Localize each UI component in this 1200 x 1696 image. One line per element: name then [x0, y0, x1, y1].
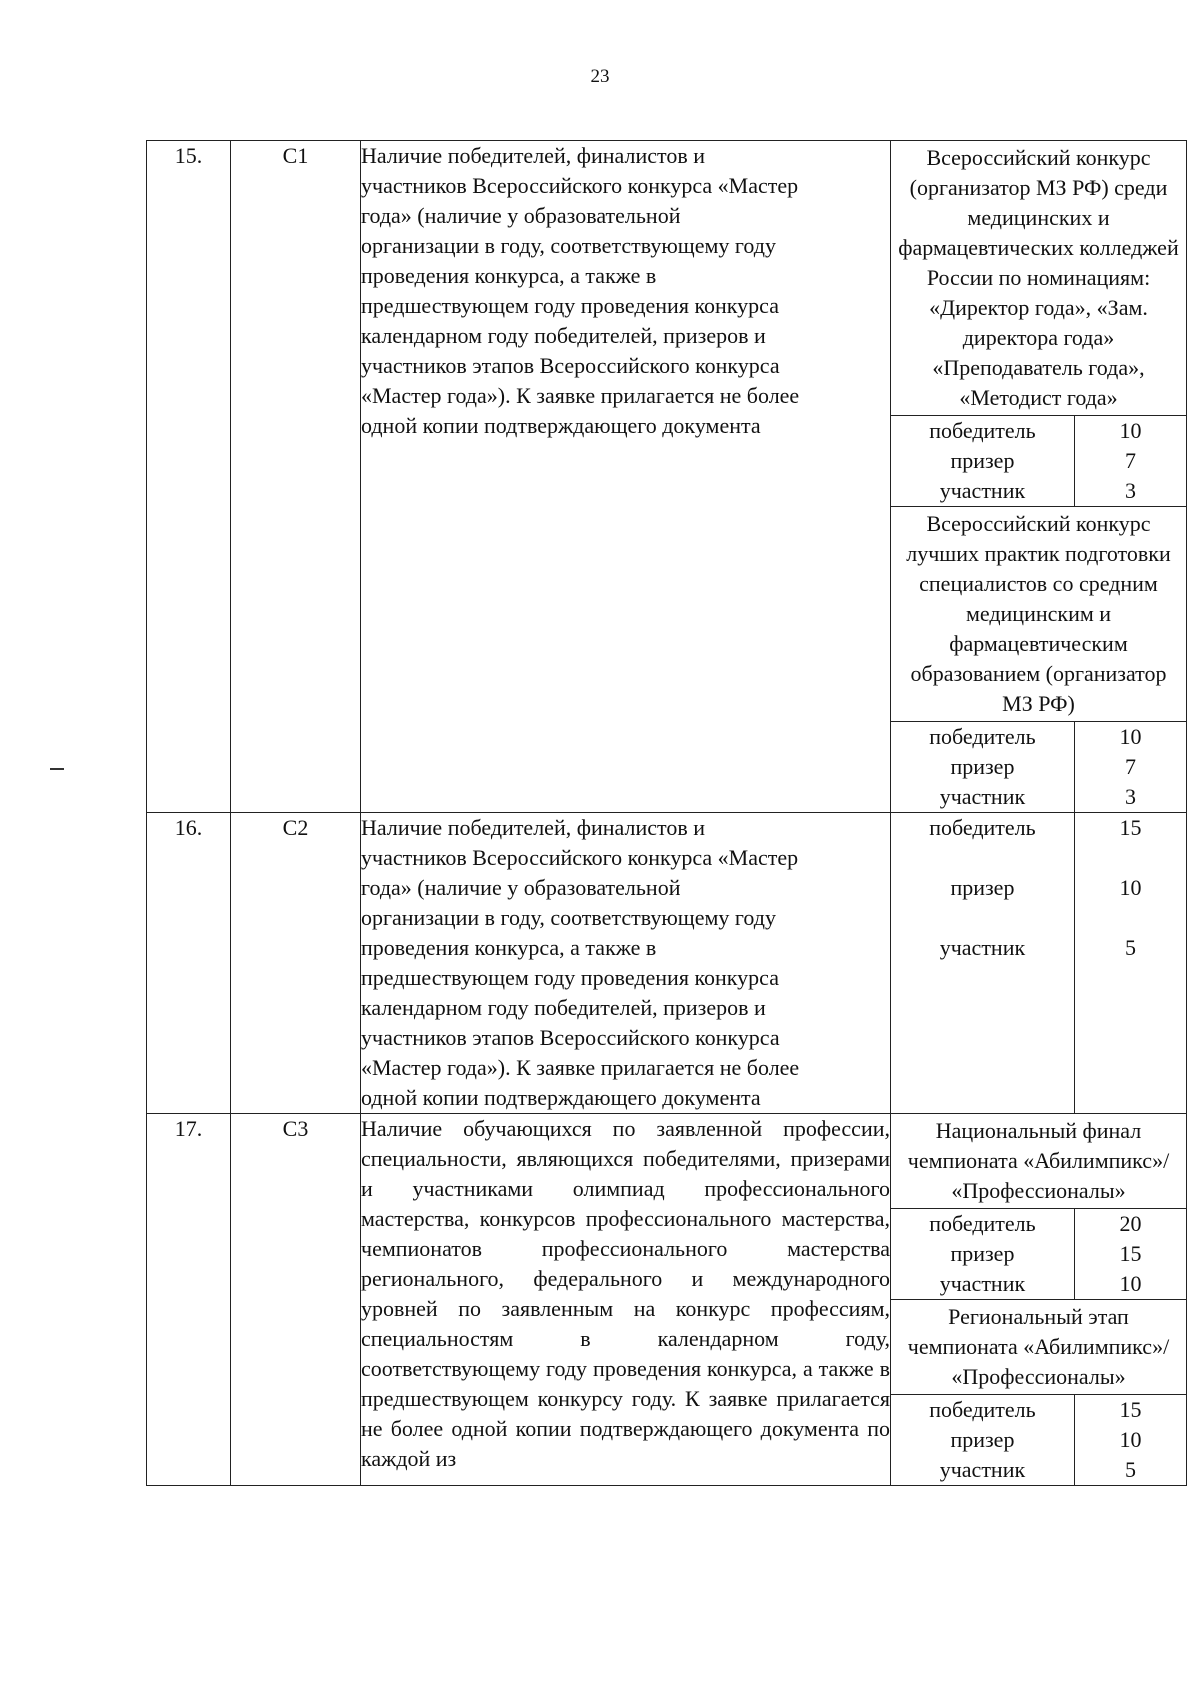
criteria-block-title: Всероссийский конкурс (организатор МЗ РФ) среди медицинских и фармацевтических колледжей России по номинациям: «Директор года», «Зам. директора года» «Преподаватель года», «Методист года» — [891, 141, 1186, 416]
row-number: 15. — [147, 141, 231, 813]
score-label: участник — [891, 782, 1074, 812]
score-label: победитель — [891, 722, 1074, 752]
table-row — [147, 141, 1187, 813]
score-value: 10 — [1119, 724, 1142, 749]
score-label: призер — [891, 1425, 1074, 1455]
score-label: призер — [891, 1239, 1074, 1269]
row-number: 17. — [147, 1114, 231, 1486]
description-text: Наличие обучающихся по заявленной профессии, специальности, являющихся победителями, призерами и участниками олимпиад профессионального мастерства, конкурсов профессионального мастерства, чемпионатов профессионального мастерства регионального, федерального и международного уровней по заявленным на конкурс профессиям, специальностям в календарном году, соответствующему году проведения конкурса, а также в предшествующем конкурсу году. К заявке прилагается не более одной копии подтверждающего документа по каждой из — [361, 1116, 890, 1471]
score-table — [891, 722, 1186, 812]
score-value: 3 — [1124, 784, 1136, 809]
score-label: победитель — [891, 1209, 1074, 1239]
row-code: С1 — [231, 141, 361, 813]
margin-mark — [50, 768, 64, 770]
score-value: 10 — [1119, 418, 1142, 443]
criteria-cell — [891, 1114, 1187, 1486]
score-table — [891, 416, 1186, 507]
score-label: участник — [891, 933, 1074, 1113]
score-value: 15 — [1119, 1397, 1142, 1422]
score-value: 7 — [1124, 754, 1136, 779]
score-label: победитель — [891, 416, 1074, 446]
score-label: победитель — [891, 1395, 1074, 1425]
score-value: 7 — [1124, 448, 1136, 473]
table-row — [147, 1114, 1187, 1486]
criteria-block-title: Национальный финал чемпионата «Абилимпикс»/ «Профессионалы» — [891, 1114, 1186, 1209]
description-text: Наличие победителей, финалистов и участников Всероссийского конкурса «Мастер года» (наличие у образовательной организации в году, соответствующему году проведения конкурса, а также в предшествующем году проведения конкурса календарном году победителей, призеров и участников этапов Всероссийского конкурса «Мастер года»). К заявке прилагается не более одной копии подтверждающего документа — [361, 815, 800, 1110]
row-number: 16. — [147, 813, 231, 1114]
criteria-block-title: Всероссийский конкурс лучших практик подготовки специалистов со средним медицинским и фармацевтическим образованием (организатор МЗ РФ) — [891, 507, 1186, 722]
score-label: призер — [891, 446, 1074, 476]
score-value: 15 — [1119, 1241, 1142, 1266]
row-description — [361, 813, 891, 1114]
row-code: С3 — [231, 1114, 361, 1486]
score-table — [891, 1395, 1186, 1485]
score-value: 20 — [1119, 1211, 1142, 1236]
criteria-table — [146, 140, 1187, 1486]
table-row — [147, 813, 1187, 1114]
score-label: призер — [891, 752, 1074, 782]
criteria-block-title: Региональный этап чемпионата «Абилимпикс»/ «Профессионалы» — [891, 1300, 1186, 1395]
score-label: призер — [891, 873, 1074, 933]
criteria-cell — [891, 813, 1187, 1114]
score-value: 5 — [1124, 935, 1136, 960]
score-value: 3 — [1074, 476, 1186, 507]
score-table — [891, 1209, 1186, 1300]
row-description — [361, 1114, 891, 1486]
row-description — [361, 141, 891, 813]
score-label: участник — [891, 476, 1074, 507]
score-label: участник — [891, 1455, 1074, 1485]
criteria-cell — [891, 141, 1187, 813]
score-value: 15 — [1119, 815, 1142, 840]
description-text: Наличие победителей, финалистов и участников Всероссийского конкурса «Мастер года» (наличие у образовательной организации в году, соответствующему году проведения конкурса, а также в предшествующем году проведения конкурса календарном году победителей, призеров и участников этапов Всероссийского конкурса «Мастер года»). К заявке прилагается не более одной копии подтверждающего документа — [361, 143, 800, 438]
score-value: 10 — [1119, 875, 1142, 900]
score-value: 10 — [1074, 1269, 1186, 1300]
score-value: 5 — [1124, 1457, 1136, 1482]
row-code: С2 — [231, 813, 361, 1114]
score-label: победитель — [891, 813, 1074, 873]
score-label: участник — [891, 1269, 1074, 1300]
score-value: 10 — [1119, 1427, 1142, 1452]
score-table — [891, 813, 1186, 1113]
page-number: 23 — [590, 66, 610, 87]
